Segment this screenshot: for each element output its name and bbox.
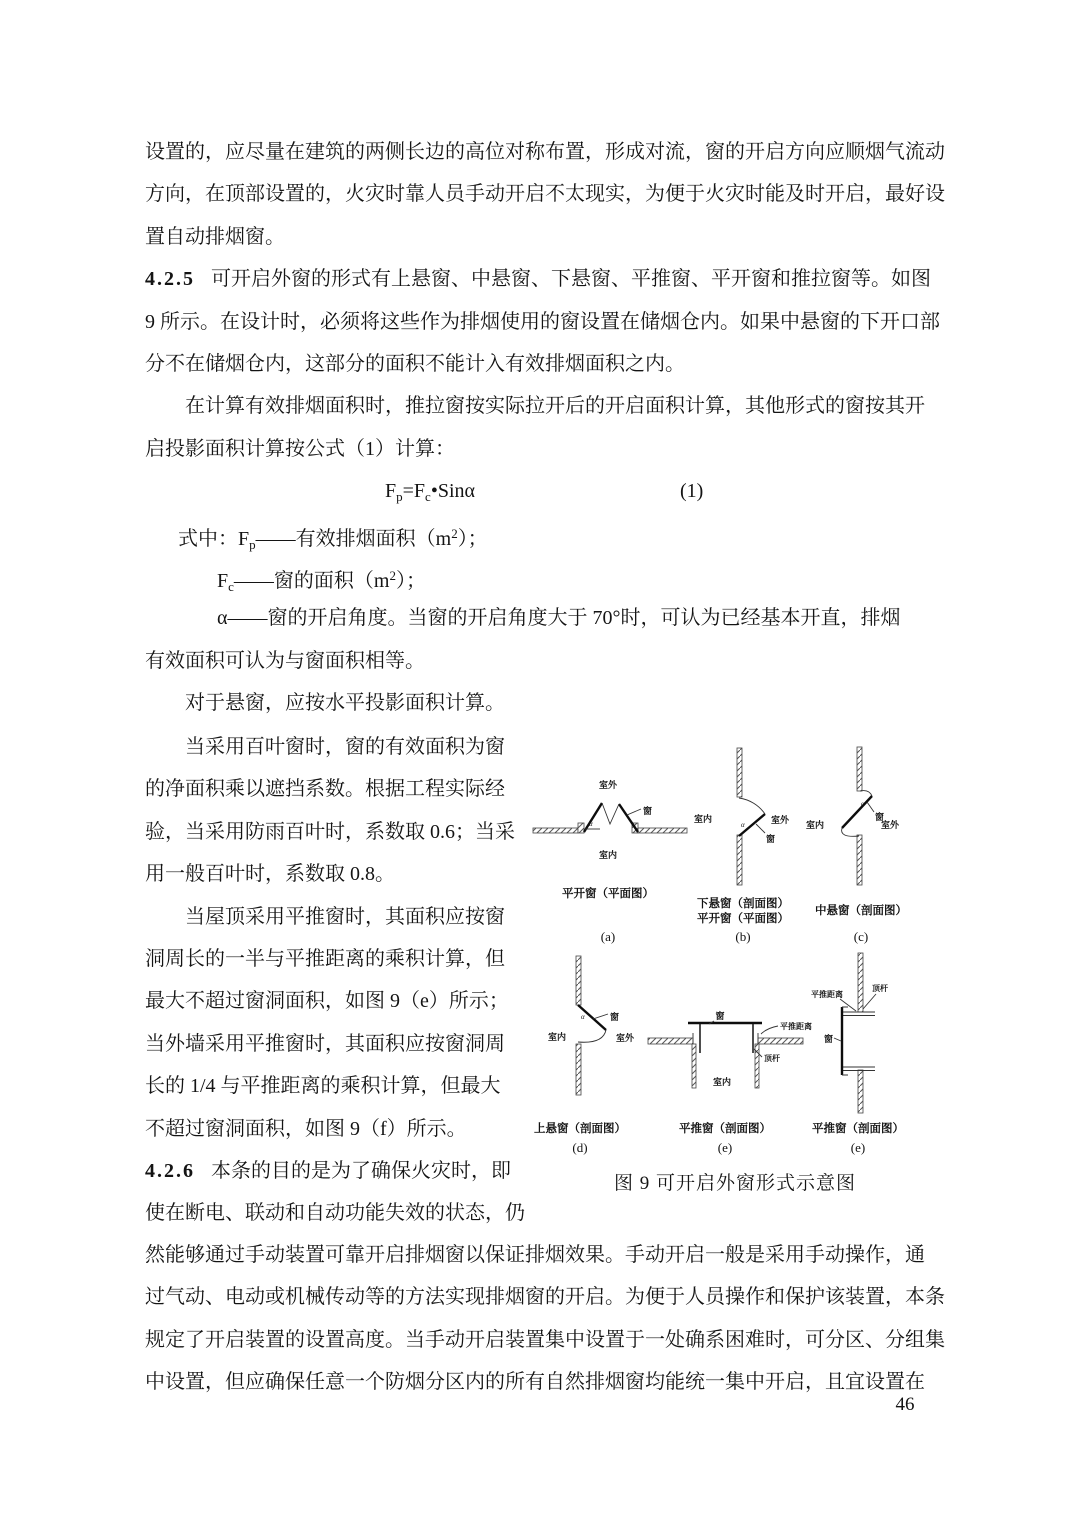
- wall-hatch: [858, 953, 863, 1012]
- push-rod-lines: [842, 1012, 875, 1071]
- outdoor-label: 室外: [615, 1033, 635, 1043]
- upper-text-block: [145, 131, 950, 724]
- section-number: 4.2.5: [145, 268, 195, 291]
- leftcol-line-2: 的净面积乘以遮挡系数。根据工程实际经: [145, 778, 505, 801]
- para-top-line-2: 方向，在顶部设置的，火灾时靠人员手动开启不太现实，为便于火灾时能及时开启，最好设: [145, 183, 945, 206]
- diagram-e-letter: (e): [717, 1140, 733, 1155]
- wall-hatch: [857, 835, 862, 885]
- where-alpha-line-2: 有效面积可认为与窗面积相等。: [145, 649, 425, 672]
- window-label: 窗: [643, 806, 653, 816]
- window-label: 窗: [610, 1012, 620, 1022]
- push-distance-label: 平推距离: [811, 990, 843, 999]
- opening-edge-lines: [693, 1033, 758, 1044]
- leftcol-line-10: 不超过窗洞面积，如图 9（f）所示。: [145, 1117, 467, 1140]
- window-leaf: [584, 803, 602, 832]
- diagram-c-letter: (c): [853, 929, 869, 944]
- wall-hatch: [533, 828, 578, 833]
- para-top-line-3: 置自动排烟窗。: [145, 225, 285, 248]
- page-number: 46: [895, 1394, 915, 1415]
- window-leader-line: [756, 824, 765, 833]
- leftcol-line-8: 当外墙采用平推窗时，其面积应按窗洞周: [145, 1032, 505, 1055]
- para-bottom-line-1: 然能够通过手动装置可靠开启排烟窗以保证排烟效果。手动开启一般是采用手动操作，通: [145, 1244, 925, 1266]
- wall-hatch: [576, 1044, 581, 1095]
- section-4-2-5-line-3: 分不在储烟仓内，这部分的面积不能计入有效排烟面积之内。: [145, 352, 685, 375]
- outdoor-label: 室外: [598, 780, 618, 790]
- leftcol-line-4: 用一般百叶时，系数取 0.8。: [145, 863, 395, 886]
- curb-hatch: [692, 1044, 696, 1088]
- diagram-b-bottom-hung-section: [694, 748, 790, 944]
- wall-hatch: [638, 828, 687, 833]
- push-rod-label: 顶杆: [872, 984, 888, 993]
- diagram-d-letter: (d): [572, 1140, 588, 1155]
- alpha-label: α: [741, 821, 745, 829]
- push-rod-label: 顶杆: [764, 1054, 780, 1063]
- diagram-f-parallel-push-wall-section: [811, 953, 904, 1155]
- diagram-d-caption: 上悬窗（剖面图）: [534, 1123, 626, 1135]
- window-label: 窗: [823, 1034, 833, 1044]
- wall-hatch: [576, 956, 581, 1005]
- alpha-label: α: [589, 820, 593, 828]
- outdoor-label: 室外: [880, 820, 900, 830]
- section-4-2-5-line-2: 9 所示。在设计时，必须将这些作为排烟使用的窗设置在储烟仓内。如果中悬窗的下开口部: [145, 310, 940, 333]
- diagram-b-caption-1: 下悬窗（剖面图）: [697, 898, 789, 910]
- diagram-d-top-hung-section: [534, 956, 635, 1155]
- window-leader-line: [867, 802, 874, 812]
- diagram-c-center-pivot-section: [806, 747, 907, 944]
- where-alpha-line-1: α——窗的开启角度。当窗的开启角度大于 70°时，可认为已经基本开直，排烟: [217, 607, 901, 630]
- wall-hatch: [737, 748, 742, 797]
- section-text: 本条的目的是为了确保火灾时，即: [211, 1159, 511, 1182]
- figure-9-caption: 图 9 可开启外窗形式示意图: [613, 1173, 856, 1194]
- calc-para-line-1: 在计算有效排烟面积时，推拉窗按实际拉开后的开启面积计算，其他形式的窗按其开: [185, 395, 925, 418]
- diagram-a-caption: 平开窗（平面图）: [562, 888, 654, 900]
- diagram-b-caption-2: 平开窗（平面图）: [697, 913, 789, 925]
- indoor-label: 室内: [693, 814, 713, 824]
- window-leader-line: [593, 1014, 608, 1019]
- indoor-label: 室内: [547, 1032, 567, 1042]
- window-label: 窗: [715, 1011, 725, 1021]
- roof-hatch: [758, 1038, 803, 1044]
- wall-jamb: [578, 823, 584, 833]
- para-top-line-1: 设置的，应尽量在建筑的两侧长边的高位对称布置，形成对流，窗的开启方向应顺烟气流动: [145, 141, 945, 163]
- alpha-label: α: [861, 800, 865, 808]
- diagram-b-letter: (b): [735, 929, 751, 944]
- diagram-c-caption: 中悬窗（剖面图）: [815, 905, 907, 917]
- diagram-e-parallel-push-roof-section: [648, 1010, 812, 1155]
- leftcol-line-5: 当屋顶采用平推窗时，其面积应按窗: [185, 905, 505, 928]
- alpha-label: α: [581, 1013, 585, 1021]
- equation-number: (1): [680, 480, 704, 503]
- swing-arc: [739, 798, 765, 814]
- swing-arc-bottom: [842, 828, 859, 836]
- diagram-a-letter: (a): [600, 929, 616, 944]
- section-text: 可开启外窗的形式有上悬窗、中悬窗、下悬窗、平推窗、平开窗和推拉窗等。如图: [211, 268, 931, 291]
- section-4-2-5-line-1: [145, 258, 950, 300]
- push-distance-leader: [761, 1026, 778, 1034]
- hanging-window-line: 对于悬窗，应按水平投影面积计算。: [185, 692, 505, 715]
- roof-hatch: [648, 1038, 693, 1044]
- indoor-label: 室内: [712, 1077, 732, 1087]
- leftcol-line-9: 长的 1/4 与平推距离的乘积计算，但最大: [145, 1075, 501, 1098]
- window-label: 窗: [875, 812, 885, 822]
- left-column-text-block: [145, 726, 527, 1235]
- wall-hatch: [857, 747, 862, 791]
- para-bottom-line-3: 规定了开启装置的设置高度。当手动开启装置集中设置于一处确系困难时，可分区、分组集: [145, 1328, 945, 1351]
- figure-9-window-diagrams: [530, 738, 940, 1158]
- diagram-e-caption: 平推窗（剖面图）: [679, 1123, 771, 1135]
- para-bottom-line-4: 中设置，但应确保任意一个防烟分区内的所有自然排烟窗均能统一集中开启，且宜设置在: [145, 1371, 925, 1394]
- wall-hatch: [737, 835, 742, 885]
- where-fc-line: $F_c——$窗的面积$(m^2)$；: [217, 567, 426, 594]
- diagram-a-side-hung-plan: [533, 779, 687, 944]
- push-rod-leader: [863, 994, 876, 1009]
- section-4-2-6-line-2: 使在断电、联动和自动功能失效的状态，仍: [145, 1202, 525, 1225]
- outdoor-label: 室外: [770, 815, 790, 825]
- window-leader-line: [834, 1038, 841, 1041]
- push-distance-label: 平推距离: [780, 1022, 812, 1031]
- leaf-meeting-lines: [602, 803, 619, 824]
- lower-text-block: [145, 1234, 950, 1404]
- formula-line: [145, 470, 950, 512]
- leftcol-line-6: 洞周长的一半与平推距离的乘积计算，但: [145, 947, 505, 970]
- section-number: 4.2.6: [145, 1159, 195, 1182]
- window-leaf: [842, 796, 872, 828]
- window-leaf: [619, 804, 638, 832]
- diagram-f-letter: (e): [850, 1140, 866, 1155]
- window-leader-line: [627, 809, 641, 815]
- calc-para-line-2: 启投影面积计算按公式（1）计算：: [145, 437, 455, 460]
- diagram-f-caption: 平推窗（剖面图）: [812, 1123, 904, 1135]
- formula-expression: $F_p=F_c•Sin\alpha$: [385, 480, 475, 505]
- leftcol-line-7: 最大不超过窗洞面积，如图 9（e）所示；: [145, 990, 509, 1013]
- para-bottom-line-2: 过气动、电动或机械传动等的方法实现排烟窗的开启。为便于人员操作和保护该装置，本条: [145, 1286, 945, 1309]
- where-fp-line: 式中：$F_p——$有效排烟面积$(m^2)$；: [178, 525, 488, 552]
- leftcol-line-3: 验，当采用防雨百叶时，系数取 0.6；当采: [145, 820, 515, 843]
- push-rod-lines: [700, 1024, 753, 1053]
- window-label: 窗: [766, 834, 776, 844]
- wall-hatch: [858, 1070, 863, 1113]
- indoor-label: 室内: [805, 820, 825, 830]
- swing-arc: [578, 1030, 606, 1042]
- section-4-2-6-line-1: [145, 1150, 527, 1192]
- leftcol-line-1: 当采用百叶窗时，窗的有效面积为窗: [185, 736, 505, 758]
- indoor-label: 室内: [598, 850, 618, 860]
